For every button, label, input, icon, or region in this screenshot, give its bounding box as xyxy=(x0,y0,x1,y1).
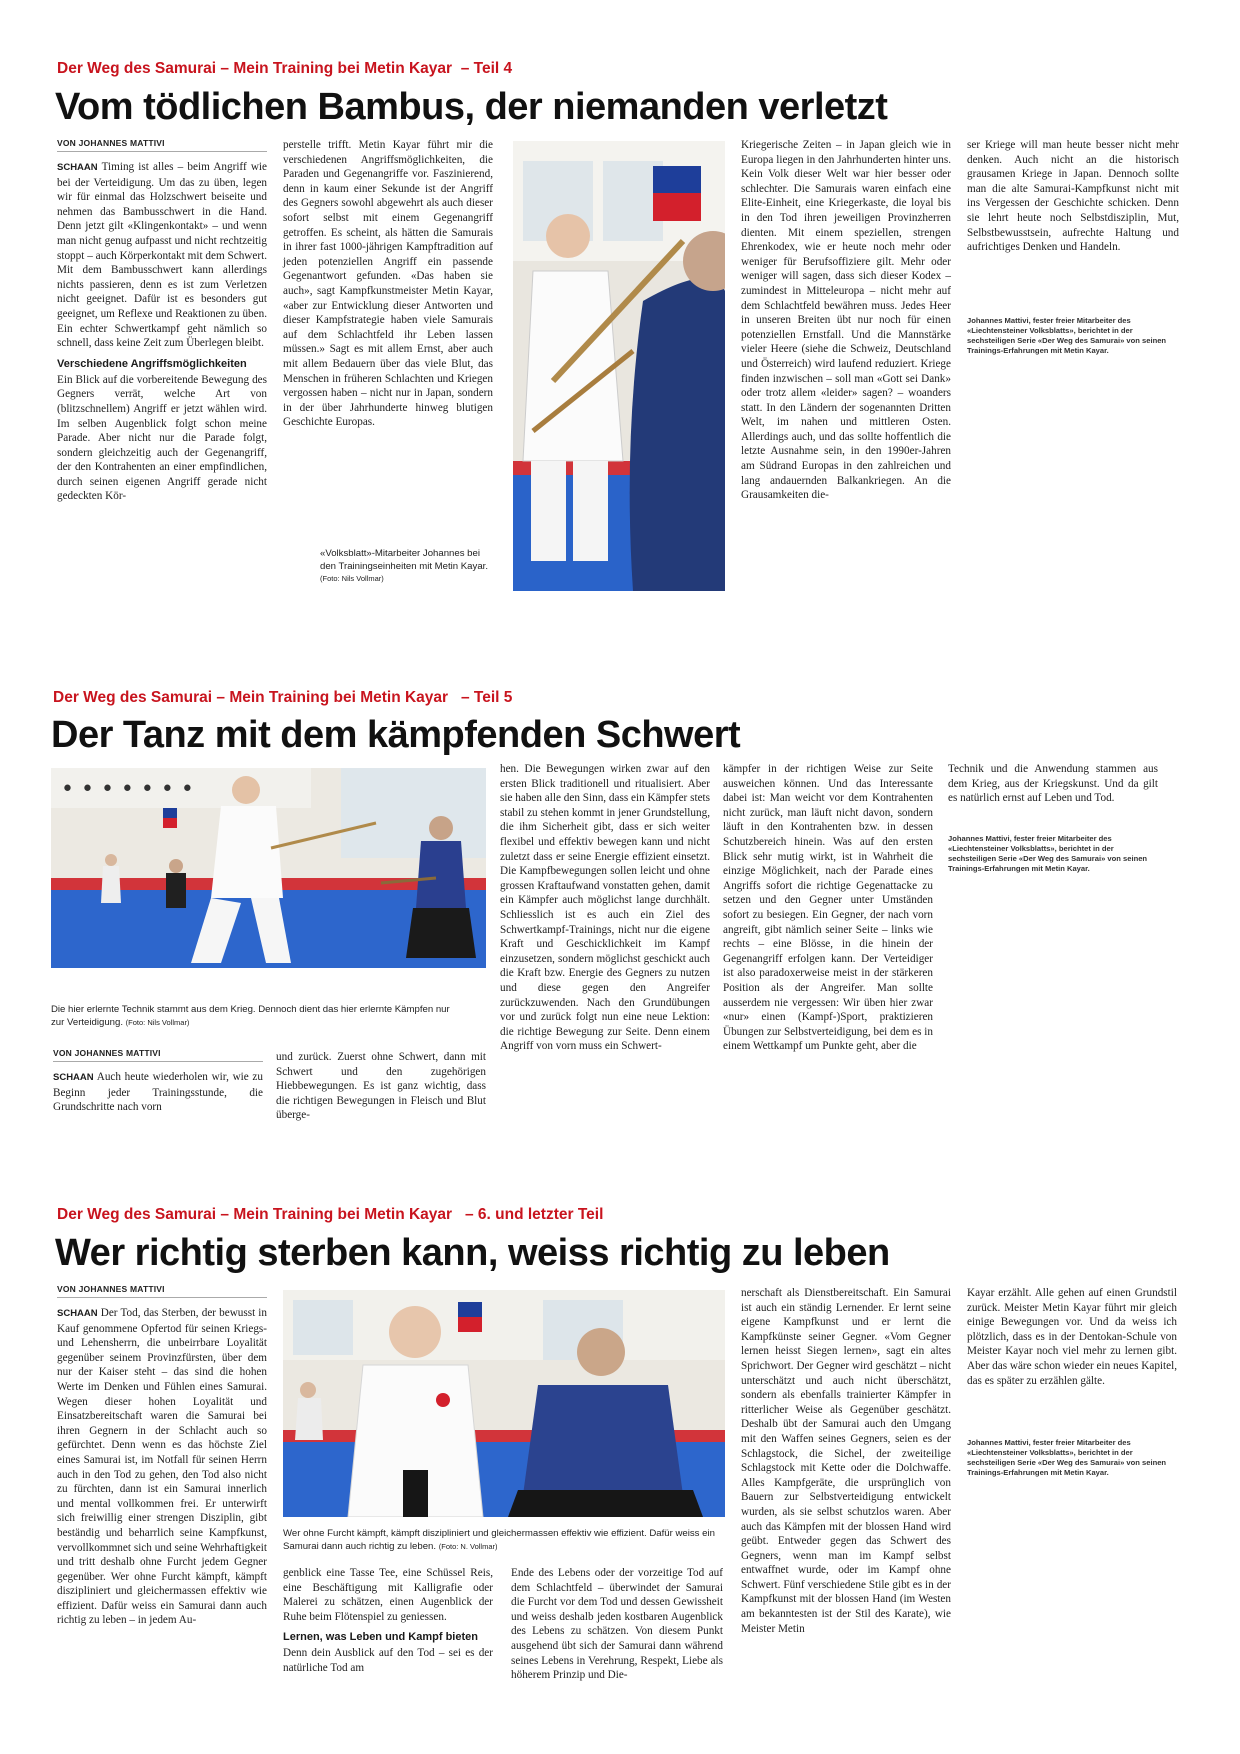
headline: Vom tödlichen Bambus, der niemanden verletzt xyxy=(55,86,888,128)
dateline: SCHAAN xyxy=(53,1072,94,1083)
series-kicker: Der Weg des Samurai – Mein Training bei Metin Kayar – Teil 4 xyxy=(57,60,513,77)
author-bio: Johannes Mattivi, fester freier Mitarbeiter des «Liechtensteiner Volksblatts», berichtet in der sechsteiligen Serie «Der Weg des Samurai» von seinen Trainings-Erfahrungen mit Metin Kayar. xyxy=(967,316,1167,355)
body-text: Timing ist alles – beim Angriff wie bei der Verteidigung. Um das zu üben, legen wir für einmal das Holzschwert beiseite und nehmen das Bambusschwert in die Hand. Denn jetzt gilt «Klingenkontakt» – und wenn man nicht genug aufpasst und nicht rechtzeitig stoppt – auch Körperkontakt mit dem Schwert. Mit dem Bambusschwert kann allerdings nichts passieren, denn es ist zum Verletzen nicht geeignet. Dafür ist es besonders gut geeignet, um Reflexe und Reaktionen zu üben. Ein echter Schwertkampf geht nämlich so schnell, dass keine Zeit zum Überlegen bleibt. xyxy=(57,161,267,350)
column-3: Kriegerische Zeiten – in Japan gleich wie in Europa liegen in den Jahrhunderten hinter uns. Kein Volk dieser Welt war hier besser oder schlechter. Die Samurais waren einfach eine Elite-Einheit, eine Kriegerkaste, die loyal bis in den Tod ihren jeweiligen Provinzherren dienten. Mit einem speziellen, strengen Ehrenkodex, wie er heute noch mehr oder weniger für Berufsoffiziere gilt. Mehr oder weniger will sagen, dass sich dieser Kodex – zumindest in Mitteleuropa – nicht mehr auf dem Schlachtfeld bewähren muss. Jedes Heer in unseren Breiten übt nur noch für einen potenziellen Ernstfall. Und die Mannstärke vieler Heere (siehe die Schweiz, Deutschland und Österreich) wird laufend reduziert. Kriege finden inzwischen – soll man «Gott sei Dank» oder trotz allem «leider» sagen? – woanders statt. In den Ländern der sogenannten Dritten Welt, im nahen und mittleren Osten. Allerdings auch, und das sollte hoffentlich die letzte Ausnahme sein, in den 1990er-Jahren am Südrand Europas in den zahlreichen und lang andauernden Balkankriegen. An die Grausamkeiten die- xyxy=(741,139,951,502)
byline: VON JOHANNES MATTIVI xyxy=(53,1048,263,1062)
series-kicker: Der Weg des Samurai – Mein Training bei Metin Kayar – Teil 5 xyxy=(53,689,513,706)
photo-caption: Die hier erlernte Technik stammt aus dem Krieg. Dennoch dient das hier erlernte Kämpfen nur zur Verteidigung. (Foto: Nils Vollmar) xyxy=(51,1004,450,1028)
photo-caption: «Volksblatt»-Mitarbeiter Johannes bei den Trainingseinheiten mit Metin Kayar. (Foto: Nils Vollmar) xyxy=(320,548,488,583)
body-text: Denn dein Ausblick auf den Tod – sei es der natürliche Tod am xyxy=(283,1647,493,1674)
photo-caption: Wer ohne Furcht kämpft, kämpft diszipliniert und gleichermassen effektiv wie effizient. Dafür weiss ein Samurai dann auch richtig zu leben. (Foto: N. Vollmar) xyxy=(283,1528,715,1552)
training-photo xyxy=(513,141,725,591)
series-kicker: Der Weg des Samurai – Mein Training bei Metin Kayar – 6. und letzter Teil xyxy=(57,1206,604,1223)
body-text: genblick eine Tasse Tee, eine Schüssel Reis, eine Beschäftigung mit Kalligrafie oder Malerei zu schätzen, einen Augenblick der Ruhe beim Flötenspiel zu geniessen. xyxy=(283,1567,493,1623)
author-bio: Johannes Mattivi, fester freier Mitarbeiter des «Liechtensteiner Volksblatts», berichtet in der sechsteiligen Serie «Der Weg des Samurai» von seinen Trainings-Erfahrungen mit Metin Kayar. xyxy=(948,834,1148,873)
column-3: Ende des Lebens oder der vorzeitige Tod auf dem Schlachtfeld – überwindet der Samurai die Furcht vor dem Tod und dessen Gewissheit und weiss deshalb jeden kostbaren Augenblick des Lebens zu schätzen. Von diesem Punkt ausgehend übt sich der Samurai dann während seines Lebens in Verehrung, Respekt, Liebe als höherem Prinzip und Die- xyxy=(511,1567,723,1682)
photo-credit: (Foto: N. Vollmar) xyxy=(438,1541,498,1551)
column-1 xyxy=(57,138,267,504)
svg-text:• • • • • • •: • • • • • • • xyxy=(61,777,194,802)
column-5: Technik und die Anwendung stammen aus dem Krieg, aus der Kriegskunst. Und da gilt es natürlich ernst auf Leben und Tod. xyxy=(948,763,1158,805)
body-text: Auch heute wiederholen wir, wie zu Beginn jeder Trainingsstunde, die Grundschritte nach vorn xyxy=(53,1071,263,1114)
column-1 xyxy=(57,1284,267,1628)
byline: VON JOHANNES MATTIVI xyxy=(57,138,267,152)
dateline: SCHAAN xyxy=(57,1308,98,1319)
photo-credit: (Foto: Nils Vollmar) xyxy=(320,574,384,583)
headline: Der Tanz mit dem kämpfenden Schwert xyxy=(51,714,741,756)
dateline: SCHAAN xyxy=(57,162,98,173)
headline: Wer richtig sterben kann, weiss richtig zu leben xyxy=(55,1232,890,1274)
body-text: Ein Blick auf die vorbereitende Bewegung des Gegners verrät, welche Art von (blitzschnellem) Angriff er jetzt wählen wird. Im selben Augenblick folgt schon meine Parade. Aber nicht nur die Parade folgt, sondern gleichzeitig auch der Gegenangriff, der den Kontrahenten an einer empfindlichen, durch seinen eigenen Angriff gerade nicht gedeckten Kör- xyxy=(57,373,267,503)
byline: VON JOHANNES MATTIVI xyxy=(57,1284,267,1298)
training-photo xyxy=(283,1290,725,1517)
column-5: Kayar erzählt. Alle gehen auf einen Grundstil zurück. Meister Metin Kayar führt mir gleich einige Bewegungen vor. Und da weiss ich plötzlich, dass es in der Dentokan-Schule von Meister Kayar noch viel mehr zu lernen gibt. Aber das wäre schon wieder ein neues Kapitel, das es später zu erzählen gälte. xyxy=(967,1287,1177,1387)
column-1 xyxy=(53,1048,263,1115)
column-4: ser Kriege will man heute besser nicht mehr denken. Auch nicht an die historisch grausamen Kriege in Japan. Dennoch sollte man die alte Samurai-Kampfkunst nicht mit ins Vergessen der Geschichte schicken. Denn sie lehrt heute noch Selbstdisziplin, Mut, Selbstbewusstsein, aufrechte Haltung und aufrichtiges Denken und Handeln. xyxy=(967,139,1179,254)
photo-credit: (Foto: Nils Vollmar) xyxy=(125,1017,190,1027)
training-photo xyxy=(51,768,486,968)
subheading: Lernen, was Leben und Kampf bieten xyxy=(283,1631,478,1644)
column-2 xyxy=(283,1566,493,1676)
body-text: Der Tod, das Sterben, der bewusst in Kauf genommene Opfertod für seinen Kriegs- und Lehensherrn, die unbeirrbare Loyalität gegenüber seinem Provinzfürsten, über dem nur der Kaiser steht – das sind die hohen Werte im Denken und Fühlen eines Samurai. Wegen dieser hohen Loyalität und Einsatzbereitschaft waren die Samurai bei ihren Gegnern in der Schlacht auch so gefürchtet. Denn wenn es das höchste Ziel eines Samurai ist, im Notfall für seinen Herrn auch in den Tod zu gehen, den Tod also nicht zu fürchten, dann ist ein Samurai innerlich und mental vollkommen frei. Er unterwirft sich freiwillig einer strengen Disziplin, gibt beständig und beharrlich seine Kampfkunst, vervollkommnet sich und seine Wehrhaftigkeit und tritt deshalb ohne Furcht jedem Gegner gegenüber. Wer ohne Furcht kämpft, kämpft diszipliniert und gleichermassen effektiv wie effizient. Dafür weiss ein Samurai dann auch richtig zu leben – in jedem Au- xyxy=(57,1307,267,1627)
column-4: nerschaft als Dienstbereitschaft. Ein Samurai ist auch ein ständig Lernender. Er lernt seine eigene Kampfkunst und er lernt die Kampfkünste seiner Gegner. «Vom Gegner lernen heisst Siegen lernen», sagt ein altes Sprichwort. Der Gegner wird geschätzt – nicht unterschätzt und auch nicht überschätzt, sondern als ebenfalls trainierter Kämpfer in ritterlicher Weise als Gegenüber geschätzt. Deshalb übt der Samurai auch den Umgang mit den Waffen seines Gegners, seien es der Schlagstock, die Sichel, der zweiteilige Schlagstock mit Kette oder die Dolchwaffe. Alles Kampfgeräte, die ursprünglich von Bauern zur Selbstverteidigung entwickelt wurden, als sie selbst schutzlos waren. Aber auch das Kämpfen mit der blossen Hand wird geübt. Entweder gegen das Schwert des Gegners, wenn man im Kampf selbst entwaffnet wurde, oder im Kampf ohne Schwert. Fünf verschiedene Stile gibt es in der Kampfkunst mit der blossen Hand (im Westen am bekanntesten ist der Stil des Karate), wie Meister Metin xyxy=(741,1287,951,1635)
author-bio: Johannes Mattivi, fester freier Mitarbeiter des «Liechtensteiner Volksblatts», berichtet in der sechsteiligen Serie «Der Weg des Samurai» von seinen Trainings-Erfahrungen mit Metin Kayar. xyxy=(967,1438,1167,1477)
column-4: kämpfer in der richtigen Weise zur Seite ausweichen können. Und das Interessante dabei ist: Man weicht vor dem Kontrahenten nicht zurück, man läuft nicht davon, sondern läuft in den Kontrahenten bzw. in dessen Schutzbereich hinein. Was auf den ersten Blick sehr mutig wirkt, ist in Wahrheit die einzige Möglichkeit, nach der Parade eines Angriffs sofort die richtige Gegenattacke zu setzen und den Gegner unter Umständen sofort zu besiegen. Ein Gegner, der nach vorn angreift, gibt nämlich seiner Seite – links wie rechts – eine Blösse, in die hinein der Gegenangriff erfolgen kann. Der Verteidiger ist also paradoxerweise meist in der stärkeren Position als der Angreifer. Man sollte ausserdem nie vergessen: Wir üben hier zwar «nur» einen (Kampf-)Sport, praktizieren Übungen zur Selbstverteidigung, bei dem es in einem Wettkampf um Punkte geht, aber die xyxy=(723,763,933,1053)
subheading: Verschiedene Angriffsmöglichkeiten xyxy=(57,357,247,370)
column-2: perstelle trifft. Metin Kayar führt mir die verschiedenen Angriffsmöglichkeiten, die Paraden und Gegenangriffe vor. Faszinierend, denn in kaum einer Sekunde ist der Angriff des Gegners sowohl abgewehrt als auch dieser sofort selbst mit einem Gegenangriff getroffen. Es scheint, als hätten die Samurais in ihrer fast 1000-jährigen Kampftradition auf jeden potenziellen Angriff ein passende Gegenantwort gefunden. «Das haben sie auch», sagt Kampfkunstmeister Metin Kayar, «aber zur Entwicklung dieser Antworten und dieser Kampfstrategie haben viele Samurais auf dem Schlachtfeld ihr Leben lassen müssen.» Sagt es mit allem Ernst, aber auch mit allem Bedauern über das viele Blut, das Menschen in früheren Schlachten und Kriegen vergossen haben – nicht nur in Japan, sondern in der über Jahrhunderte hinweg blutigen Geschichte Europas. xyxy=(283,139,493,429)
column-3: hen. Die Bewegungen wirken zwar auf den ersten Blick traditionell und ritualisiert. Aber sie haben alle den Sinn, dass ein Kämpfer stets stabil zu stehen kommt in jener Grundstellung, die ihm Sicherheit gibt, dass er sich weiter flexibel und effektiv bewegen kann und nicht zuletzt dass er seine Energie effizient einsetzt. Die Kampfbewegungen sollen leicht und ohne grossen Kraftaufwand vonstatten gehen, damit ein Kämpfer auch möglichst lange durchhält. Schliesslich ist es auch ein Ziel des Schwertkampf-Trainings, nicht nur die eigene Kraft und Geschicklichkeit im Kampf einzusetzen, sondern möglichst geschickt auch die Kraft bzw. Energie des Gegners zu nutzen und diese gegen den Angreifer zurückzuwenden. Nach den Grundübungen vor und zurück folgt nun eine neue Lektion: die richtige Bewegung zur Seite. Denn einem Angriff von vorn muss ein Schwert- xyxy=(500,763,710,1053)
column-2: und zurück. Zuerst ohne Schwert, dann mit Schwert und den zugehörigen Hiebbewegungen. Es ist ganz wichtig, dass die richtigen Bewegungen in Fleisch und Blut überge- xyxy=(276,1051,486,1122)
